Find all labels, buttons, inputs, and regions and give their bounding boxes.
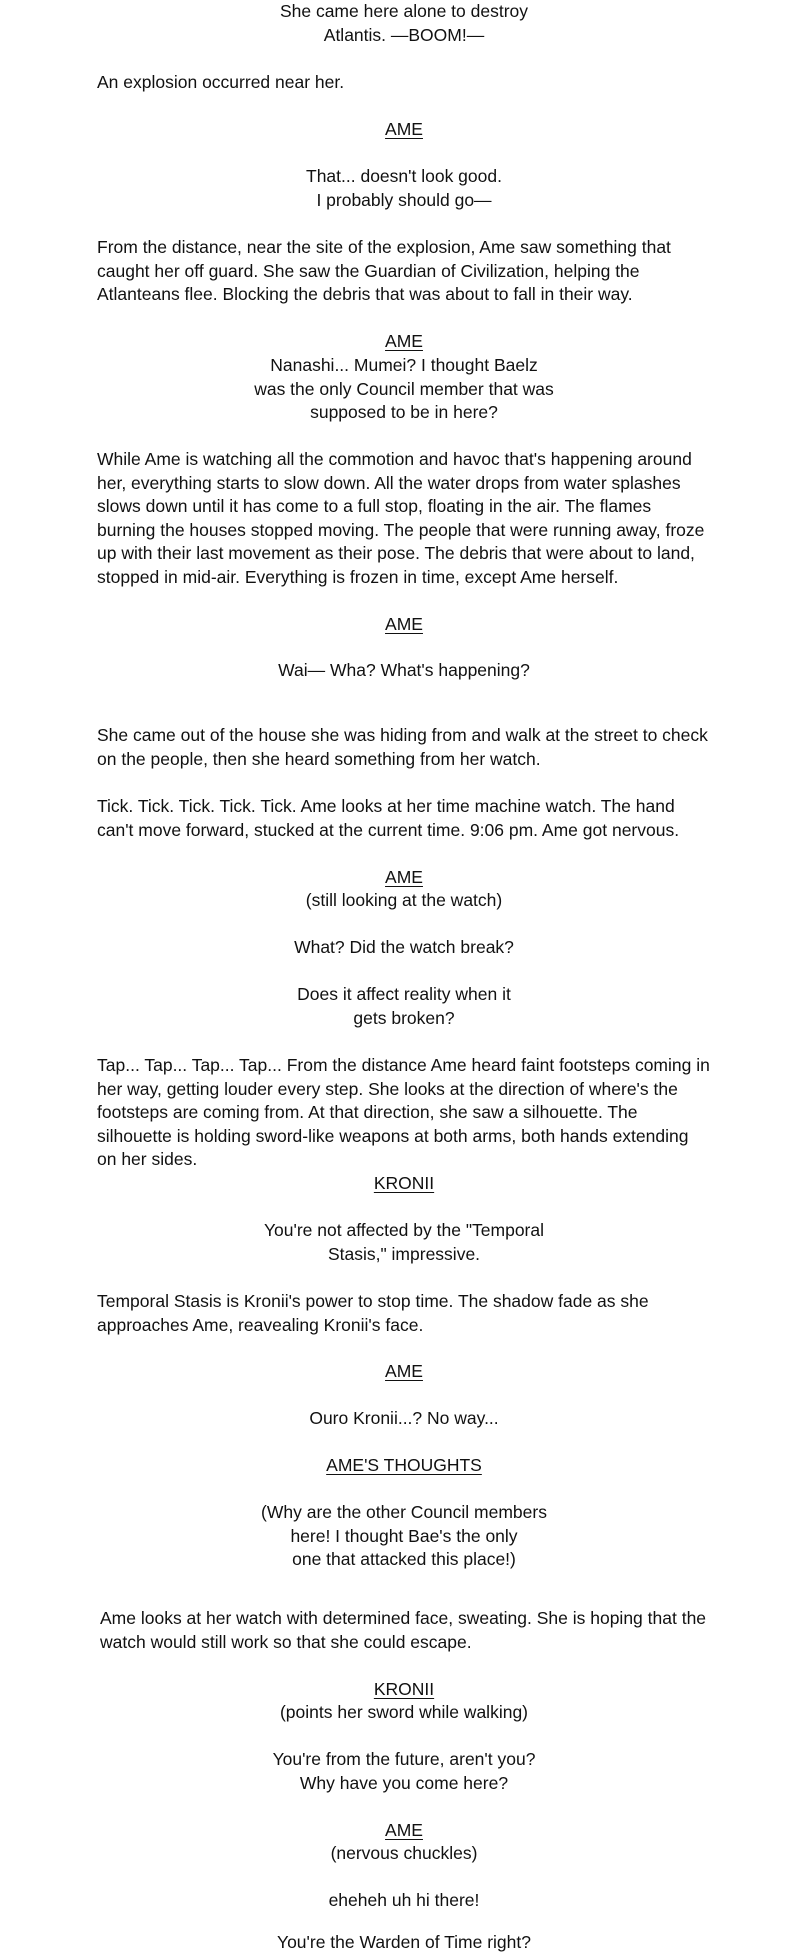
action-line: While Ame is watching all the commotion and havoc that's happening around her, everything starts to slow down. All the water drops from water splashes slows down until it has come to a full stop, floating in the air. The flames burning the houses stopped moving. The people that were running away, froze up with their last movement as their pose. The debris that were about to land, stopped in mid-air. Everything is frozen in time, except Ame herself. xyxy=(97,449,705,587)
character-name: KRONII xyxy=(373,1679,435,1699)
character-name: AME'S THOUGHTS xyxy=(326,1455,482,1475)
action-line: An explosion occurred near her. xyxy=(97,72,345,92)
dialogue: You're from the future, aren't you? Why have you come here? xyxy=(272,1749,536,1793)
action-line: Ame looks at her watch with determined face, sweating. She is hoping that the watch would still work so that she could escape. xyxy=(100,1608,707,1652)
action-line: From the distance, near the site of the explosion, Ame saw something that caught her off guard. She saw the Guardian of Civilization, helping the Atlanteans flee. Blocking the debris that was about to fall in their way. xyxy=(97,237,671,304)
dialogue: Does it affect reality when it gets broken? xyxy=(297,984,511,1028)
dialogue: What? Did the watch break? xyxy=(294,937,514,957)
action-line: Temporal Stasis is Kronii's power to stop time. The shadow fade as she approaches Ame, reavealing Kronii's face. xyxy=(97,1291,649,1335)
character-name: AME xyxy=(385,867,423,887)
character-name: AME xyxy=(385,1820,423,1840)
action-line: She came here alone to destroy Atlantis. —BOOM!— xyxy=(279,1,529,45)
character-name: AME xyxy=(385,1361,423,1381)
dialogue: Nanashi... Mumei? I thought Baelz was the only Council member that was supposed to be in here? xyxy=(254,355,554,422)
character-name: KRONII xyxy=(373,1173,435,1193)
dialogue: eheheh uh hi there! xyxy=(328,1890,480,1910)
action-line: Tap... Tap... Tap... Tap... From the distance Ame heard faint footsteps coming in her way, getting louder every step. She looks at the direction of where's the footsteps are coming from. At that direction, she saw a silhouette. The silhouette is holding sword-like weapons at both arms, both hands extending on her sides. xyxy=(97,1055,710,1169)
action-line: She came out of the house she was hiding from and walk at the street to check on the people, then she heard something from her watch. xyxy=(97,725,708,769)
character-name: AME xyxy=(385,331,423,351)
character-name: AME xyxy=(385,614,423,634)
dialogue: Ouro Kronii...? No way... xyxy=(309,1408,499,1428)
parenthetical: (points her sword while walking) xyxy=(279,1702,529,1722)
dialogue: (Why are the other Council members here! I thought Bae's the only one that attacked this place!) xyxy=(261,1502,547,1569)
character-name: AME xyxy=(385,119,423,139)
dialogue: You're not affected by the "Temporal Stasis," impressive. xyxy=(263,1220,545,1264)
dialogue: Wai— Wha? What's happening? xyxy=(278,660,530,680)
parenthetical: (nervous chuckles) xyxy=(330,1843,478,1863)
parenthetical: (still looking at the watch) xyxy=(305,890,503,910)
action-line: Tick. Tick. Tick. Tick. Tick. Ame looks at her time machine watch. The hand can't move forward, stucked at the current time. 9:06 pm. Ame got nervous. xyxy=(97,796,680,840)
dialogue: You're the Warden of Time right? xyxy=(277,1932,531,1952)
dialogue: That... doesn't look good. I probably should go— xyxy=(306,166,502,210)
